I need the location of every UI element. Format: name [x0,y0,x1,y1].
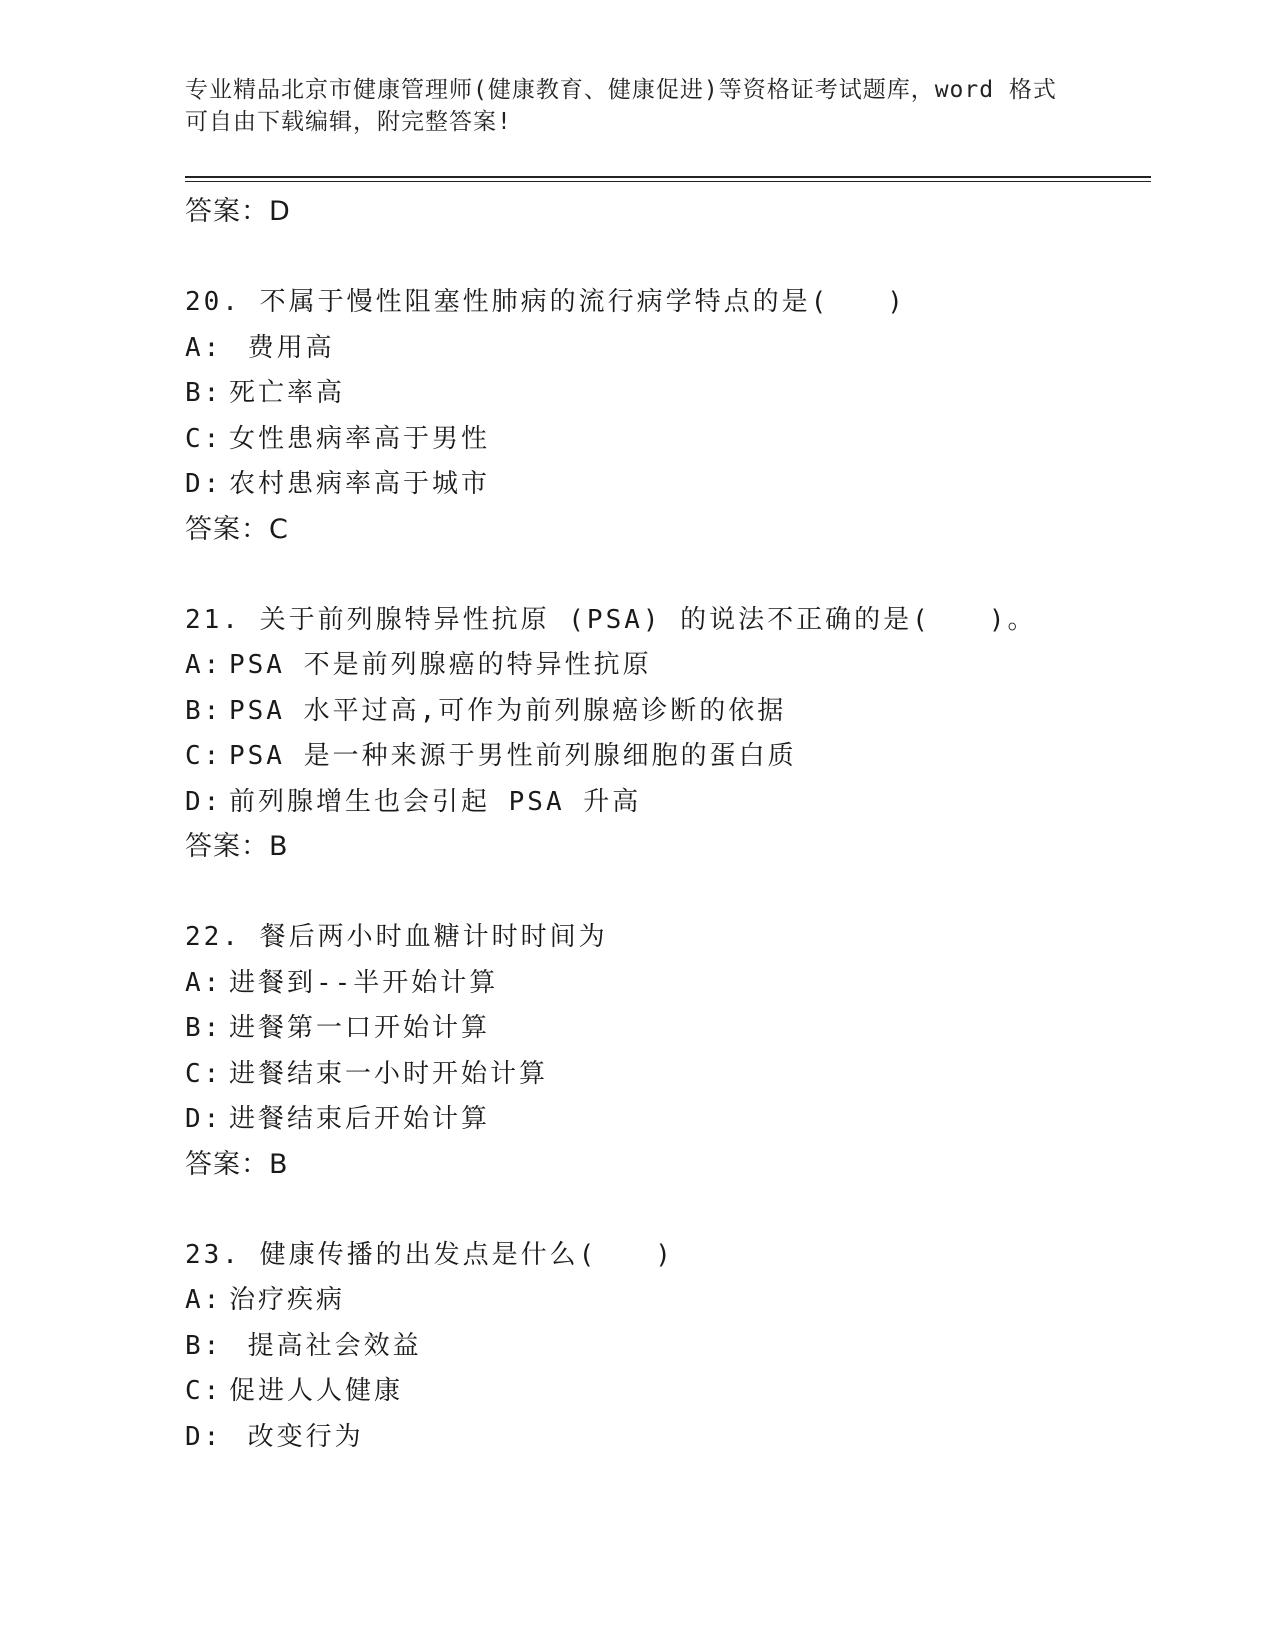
question-22 [185,915,1145,1187]
question-23 [185,1233,1145,1461]
option-letter: C: [185,1376,223,1406]
option-letter: D: [185,786,223,817]
option-a [185,326,1145,372]
option-letter: D: [185,1421,223,1452]
option-letter: B: [185,1330,223,1361]
answer-line-prev: 答案：D [185,196,291,227]
option-a [185,643,1145,689]
option-letter: B: [185,695,223,726]
option-text: 促进人人健康 [229,1376,404,1406]
option-text: 进餐结束后开始计算 [229,1104,491,1134]
option-text: 进餐到--半开始计算 [229,967,499,998]
option-text: 进餐第一口开始计算 [229,1013,491,1043]
answer-line: 答案：B [185,1148,289,1180]
option-letter: D: [185,469,223,499]
option-c [185,417,1145,463]
question-stem: 20. 不属于慢性阻塞性肺病的流行病学特点的是( ) [185,287,906,317]
option-letter: A: [185,650,223,680]
option-letter: C: [185,423,223,454]
option-letter: D: [185,1104,223,1134]
option-b [185,1324,1145,1370]
option-text: 提高社会效益 [229,1330,422,1361]
option-text: 前列腺增生也会引起 PSA 升高 [229,786,642,817]
header-line-2: 可自由下载编辑，附完整答案! [185,109,512,135]
spacer [185,552,1145,598]
option-text: 女性患病率高于男性 [229,423,491,454]
question-stem: 22. 餐后两小时血糖计时时间为 [185,922,608,952]
question-list [185,190,1145,1460]
option-b [185,689,1145,735]
option-letter: B: [185,378,223,408]
header-divider-thick [185,176,1151,178]
option-text: 费用高 [229,332,335,363]
option-b [185,371,1145,417]
option-text: PSA 不是前列腺癌的特异性抗原 [229,650,652,680]
option-letter: A: [185,332,223,363]
header-line-1: 专业精品北京市健康管理师(健康教育、健康促进)等资格证考试题库，word 格式 [185,77,1057,103]
option-letter: C: [185,1058,223,1089]
option-c [185,1369,1145,1415]
question-stem: 21. 关于前列腺特异性抗原 (PSA) 的说法不正确的是( )。 [185,604,1037,635]
option-letter: C: [185,741,223,771]
header-divider-thin [185,181,1151,182]
question-stem: 23. 健康传播的出发点是什么( ) [185,1239,674,1270]
option-letter: A: [185,967,223,998]
option-text: PSA 是一种来源于男性前列腺细胞的蛋白质 [229,741,797,771]
spacer [185,1187,1145,1233]
option-d [185,1415,1145,1461]
option-d [185,780,1145,826]
answer-line: 答案：B [185,831,289,862]
option-c [185,1052,1145,1098]
page-header [185,74,1065,138]
option-a [185,961,1145,1007]
spacer [185,234,1145,280]
question-20 [185,280,1145,552]
question-21 [185,598,1145,870]
option-a [185,1278,1145,1324]
option-letter: B: [185,1013,223,1043]
option-text: 进餐结束一小时开始计算 [229,1058,549,1089]
spacer [185,869,1145,915]
answer-line: 答案：C [185,513,289,545]
option-text: 死亡率高 [229,378,346,408]
option-letter: A: [185,1285,223,1315]
option-b [185,1006,1145,1052]
option-c [185,734,1145,780]
option-text: 治疗疾病 [229,1285,346,1315]
option-text: PSA 水平过高,可作为前列腺癌诊断的依据 [229,695,787,726]
option-text: 农村患病率高于城市 [229,469,491,499]
option-d [185,462,1145,508]
option-text: 改变行为 [229,1421,364,1452]
option-d [185,1097,1145,1143]
